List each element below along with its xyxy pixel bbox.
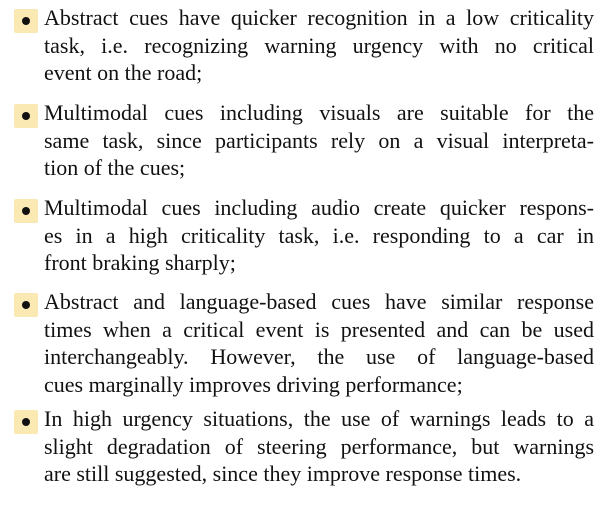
bullet-text-line: slight degradation of steering performance, but warnings [44,433,594,459]
bullet-dot-icon [22,112,30,120]
bullet-text-line: In high urgency situations, the use of warnings leads to a [44,406,594,431]
bullet-text-line: front braking sharply; [44,250,236,275]
bullet-text-line: es in a high criticality task, i.e. responding to a car in [44,222,594,248]
bullet-text-line: are still suggested, since they improve response times. [44,461,522,486]
bullet-text-line: Multimodal cues including visuals are suitable for the [44,100,594,125]
bullet-text-line: cues marginally improves driving performance; [44,371,463,397]
bullet-dot-icon [22,418,30,426]
bullet-text-line: times when a critical event is presented and can be used [44,316,594,342]
bullet-text-line: Abstract and language-based cues have similar response [44,289,594,314]
bullet-dot-icon [22,17,30,25]
bullet-dot-icon [22,207,30,215]
bullet-text-line: Multimodal cues including audio create quicker respons- [44,195,594,220]
bullet-text-line: task, i.e. recognizing warning urgency with no critical [44,32,594,58]
bullet-text-line: Abstract cues have quicker recognition in a low criticality [44,5,594,30]
bullet-text-line: same task, since participants rely on a visual interpreta- [44,127,594,153]
bullet-text-line: interchangeably. However, the use of language-based [44,344,594,369]
bullet-text-line: event on the road; [44,60,203,85]
bullet-text-line: tion of the cues; [44,155,186,180]
bullet-dot-icon [22,301,30,309]
